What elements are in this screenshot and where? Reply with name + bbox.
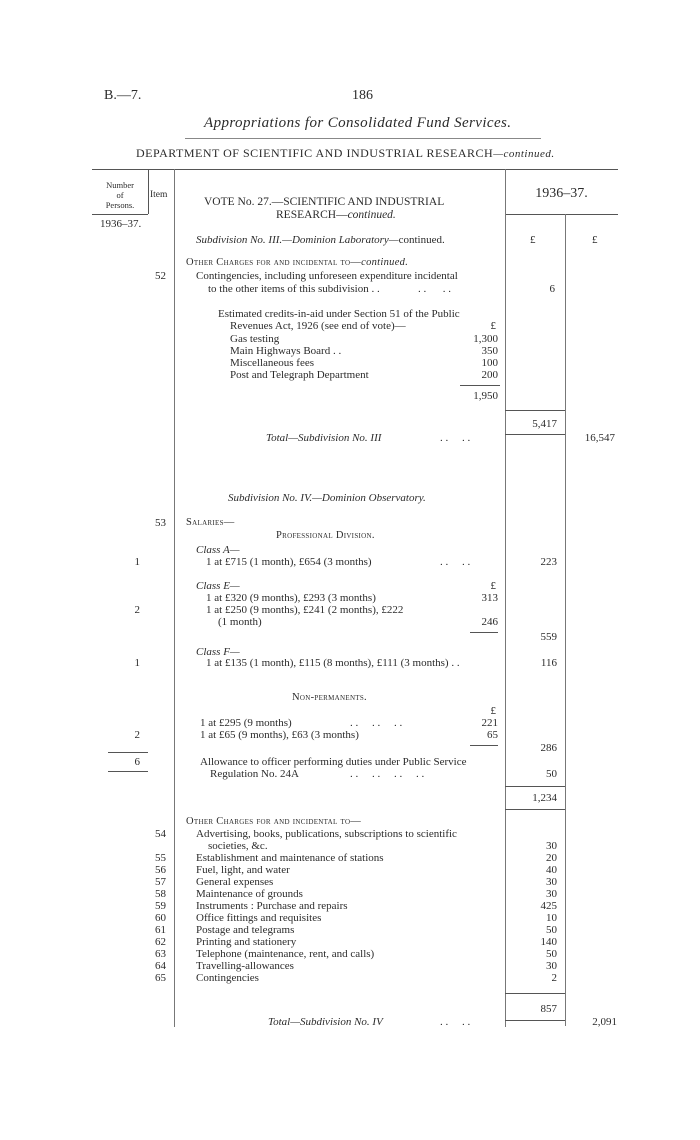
credits-pound-sign: £ bbox=[490, 320, 496, 332]
page-title: Appropriations for Consolidated Fund Services. bbox=[204, 115, 512, 131]
non-perm-line2: 1 at £65 (9 months), £63 (3 months) bbox=[200, 729, 359, 741]
report-reference: B.—7. bbox=[104, 88, 142, 103]
oc-item-label: Instruments : Purchase and repairs bbox=[196, 900, 348, 912]
non-permanents-heading: Non-permanents. bbox=[292, 692, 367, 703]
subdivision-iv-heading: Subdivision No. IV.—Dominion Observatory. bbox=[228, 492, 426, 504]
credit-row: Main Highways Board . . bbox=[230, 345, 342, 357]
credits-line1: Estimated credits-in-aid under Section 51 of the Public bbox=[218, 308, 460, 320]
contingencies-amount: 6 bbox=[549, 283, 555, 295]
oc-item-amount: 30 bbox=[546, 960, 557, 972]
sub4-other-charges-heading: Other Charges for and incidental to— bbox=[186, 816, 362, 827]
vote-heading-line1: VOTE No. 27.—SCIENTIFIC AND INDUSTRIAL bbox=[204, 196, 445, 208]
credit-amount: 200 bbox=[481, 369, 498, 381]
oc-item-label: Establishment and maintenance of stations bbox=[196, 852, 384, 864]
persons-year: 1936–37. bbox=[100, 218, 142, 230]
credit-amount: 100 bbox=[481, 357, 498, 369]
page-number: 186 bbox=[352, 88, 373, 103]
class-f-heading: Class F— bbox=[196, 646, 240, 658]
class-a-persons: 1 bbox=[134, 556, 140, 568]
oc-item-label: Office fittings and requisites bbox=[196, 912, 322, 924]
non-perm-persons: 2 bbox=[134, 729, 140, 741]
non-permanents-pound-sign: £ bbox=[490, 705, 496, 717]
oc-item-number: 60 bbox=[155, 912, 166, 924]
class-e-pound-sign: £ bbox=[490, 580, 496, 592]
number-of-persons-heading: Number of Persons. bbox=[105, 180, 135, 210]
salaries-heading: Salaries— bbox=[186, 517, 235, 528]
oc-item-number: 65 bbox=[155, 972, 166, 984]
oc-item-amount: 30 bbox=[546, 876, 557, 888]
oc-item-amount: 40 bbox=[546, 864, 557, 876]
oc-item-number: 58 bbox=[155, 888, 166, 900]
class-e-total: 559 bbox=[540, 631, 557, 643]
oc-item-label-cont: societies, &c. bbox=[208, 840, 268, 852]
oc-item-number: 63 bbox=[155, 948, 166, 960]
contingencies-line1: Contingencies, including unforeseen expenditure incidental bbox=[196, 270, 458, 282]
class-f-amount: 116 bbox=[540, 657, 557, 669]
class-e-persons: 2 bbox=[134, 604, 140, 616]
oc-item-number: 61 bbox=[155, 924, 166, 936]
sub3-total: 16,547 bbox=[584, 432, 615, 444]
oc-item-label: Printing and stationery bbox=[196, 936, 297, 948]
allowance-amount: 50 bbox=[546, 768, 557, 780]
credit-row: Gas testing bbox=[230, 333, 280, 345]
oc-item-amount: 30 bbox=[546, 840, 557, 852]
non-perm-line2-amount: 65 bbox=[487, 729, 498, 741]
sub3-item-number: 52 bbox=[155, 270, 166, 282]
oc-item-amount: 2 bbox=[551, 972, 557, 984]
allowance-line2: Regulation No. 24A bbox=[210, 768, 299, 780]
contingencies-line2: to the other items of this subdivision . . bbox=[208, 283, 380, 295]
item-heading: Item bbox=[150, 190, 168, 200]
credit-amount: 350 bbox=[481, 345, 498, 357]
sub3-subtotal: 5,417 bbox=[532, 418, 557, 430]
sub4-total-label: Total—Subdivision No. IV bbox=[268, 1016, 383, 1028]
credits-total: 1,950 bbox=[473, 390, 498, 402]
oc-item-label: Travelling-allowances bbox=[196, 960, 294, 972]
non-perm-line1-amount: 221 bbox=[481, 717, 498, 729]
credits-line2: Revenues Act, 1926 (see end of vote)— bbox=[230, 320, 406, 332]
department-heading: DEPARTMENT OF SCIENTIFIC AND INDUSTRIAL RESEARCH—continued. bbox=[136, 146, 555, 160]
salaries-item-number: 53 bbox=[155, 517, 166, 529]
oc-item-amount: 10 bbox=[546, 912, 557, 924]
pound-sign-col2: £ bbox=[592, 234, 598, 246]
allowance-line1: Allowance to officer performing duties under Public Service bbox=[200, 756, 467, 768]
oc-item-amount: 140 bbox=[540, 936, 557, 948]
non-perm-line1: 1 at £295 (9 months) bbox=[200, 717, 292, 729]
oc-item-label: Fuel, light, and water bbox=[196, 864, 290, 876]
credit-amount: 1,300 bbox=[473, 333, 498, 345]
oc-item-label: Telephone (maintenance, rent, and calls) bbox=[196, 948, 375, 960]
sub3-total-label: Total—Subdivision No. III bbox=[266, 432, 382, 444]
oc-item-number: 59 bbox=[155, 900, 166, 912]
sub4-total: 2,091 bbox=[592, 1016, 617, 1028]
class-a-heading: Class A— bbox=[196, 544, 240, 556]
class-e-heading: Class E— bbox=[196, 580, 240, 592]
subdivision-iii-heading: Subdivision No. III.—Dominion Laboratory—continued. bbox=[196, 234, 445, 246]
oc-item-amount: 30 bbox=[546, 888, 557, 900]
oc-item-number: 64 bbox=[155, 960, 166, 972]
sub3-other-charges-heading: Other Charges for and incidental to—continued. bbox=[186, 257, 409, 268]
oc-item-amount: 50 bbox=[546, 948, 557, 960]
class-e-line1: 1 at £320 (9 months), £293 (3 months) bbox=[206, 592, 376, 604]
class-e-line2-amount: 246 bbox=[481, 616, 498, 628]
class-e-line1-amount: 313 bbox=[481, 592, 498, 604]
class-e-line2: 1 at £250 (9 months), £241 (2 months), £222 bbox=[206, 604, 404, 616]
oc-item-label: Advertising, books, publications, subscriptions to scientific bbox=[196, 828, 457, 840]
year-heading: 1936–37. bbox=[535, 186, 588, 201]
credit-row: Miscellaneous fees bbox=[230, 357, 314, 369]
class-f-line: 1 at £135 (1 month), £115 (8 months), £111 (3 months) . . bbox=[206, 657, 460, 669]
oc-item-number: 54 bbox=[155, 828, 166, 840]
oc-item-label: General expenses bbox=[196, 876, 274, 888]
non-perm-total: 286 bbox=[540, 742, 557, 754]
oc-item-amount: 425 bbox=[540, 900, 557, 912]
oc-item-number: 55 bbox=[155, 852, 166, 864]
oc-item-number: 56 bbox=[155, 864, 166, 876]
oc-item-label: Contingencies bbox=[196, 972, 259, 984]
oc-item-number: 57 bbox=[155, 876, 166, 888]
oc-item-label: Maintenance of grounds bbox=[196, 888, 303, 900]
oc-item-label: Postage and telegrams bbox=[196, 924, 295, 936]
sub4-other-charges-total: 857 bbox=[540, 1003, 557, 1015]
total-persons: 6 bbox=[134, 756, 140, 768]
professional-division-heading: Professional Division. bbox=[276, 530, 375, 541]
class-a-amount: 223 bbox=[540, 556, 557, 568]
class-f-persons: 1 bbox=[134, 657, 140, 669]
vote-heading-line2: RESEARCH—continued. bbox=[276, 209, 396, 221]
credit-row: Post and Telegraph Department bbox=[230, 369, 369, 381]
salaries-total: 1,234 bbox=[532, 792, 557, 804]
oc-item-number: 62 bbox=[155, 936, 166, 948]
oc-item-amount: 20 bbox=[546, 852, 557, 864]
pound-sign-col1: £ bbox=[530, 234, 536, 246]
class-a-line: 1 at £715 (1 month), £654 (3 months) bbox=[206, 556, 372, 568]
oc-item-amount: 50 bbox=[546, 924, 557, 936]
class-e-line3: (1 month) bbox=[218, 616, 262, 628]
